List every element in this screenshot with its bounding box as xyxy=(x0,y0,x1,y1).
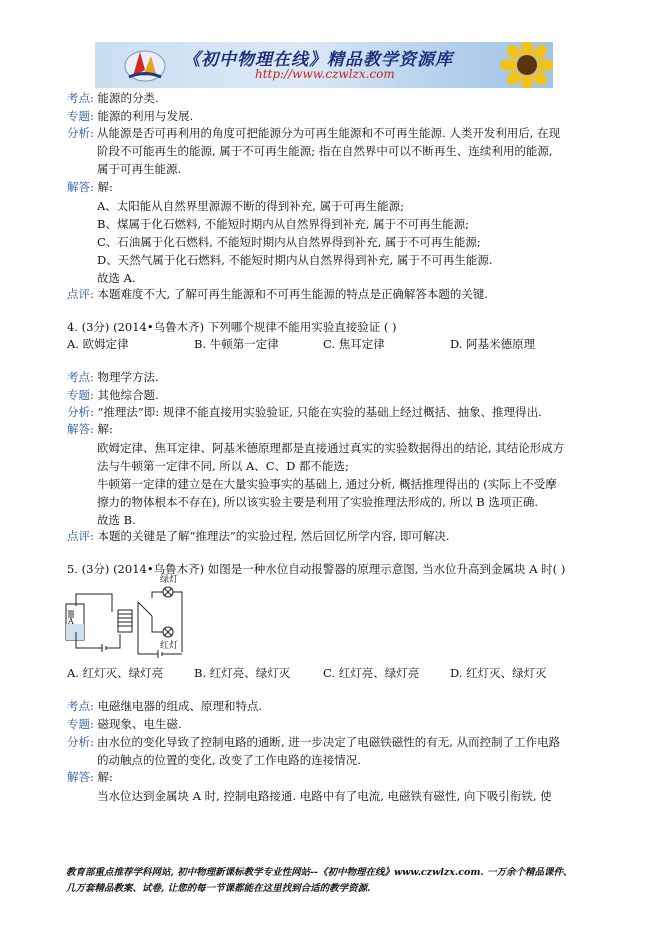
q5-fenxi-line: 的动触点的位置的变化, 改变了工作电路的连接情况. xyxy=(97,753,361,767)
q5-fenxi-label: 分析: xyxy=(67,735,94,749)
q5-option-b: B. 红灯亮、绿灯灭 xyxy=(194,666,291,680)
metal-label: A xyxy=(68,617,74,626)
q5-fenxi-line: 由水位的变化导致了控制电路的通断, 进一步决定了电磁铁磁性的有无, 从而控制了工作电路 xyxy=(97,735,561,749)
q4-option-a: A. 欧姆定律 xyxy=(67,337,129,351)
q3-kaodian: 能源的分类. xyxy=(97,91,159,105)
q4-jieda-line: 欧姆定律、焦耳定律、阿基米德原理都是直接通过真实的实验数据得出的结论, 其结论形成方 xyxy=(97,441,565,455)
q5-stem: 5. (3分) (2014•乌鲁木齐) 如图是一种水位自动报警器的原理示意图, 当水位升高到金属块 A 时( ) xyxy=(67,562,566,576)
electromagnet xyxy=(118,610,132,632)
banner-url: http://www.czwlzx.com xyxy=(255,67,395,81)
q3-zhuanti-row xyxy=(67,108,193,124)
q3-jieda-line: D、天然气属于化石燃料, 不能短时期内从自然界得到补充, 属于不可再生能源. xyxy=(97,253,493,267)
q5-jieda-line: 当水位达到金属块 A 时, 控制电路接通. 电路中有了电流, 电磁铁有磁性, 向下吸引衔铁, 使 xyxy=(97,789,552,803)
q3-fenxi-line: 属于可再生能源. xyxy=(97,162,182,176)
footer-line: 几万套精品教案、试卷, 让您的每一节课都能在这里找到合适的教学资源. xyxy=(66,883,371,894)
water-alarm-circuit-diagram xyxy=(64,574,189,660)
q4-jieda-row: 解答: 解: xyxy=(67,422,113,436)
q4-option-c: C. 焦耳定律 xyxy=(323,337,385,351)
green-lamp-label: 绿灯 xyxy=(160,575,179,585)
q4-jieda-line: 牛顿第一定律的建立是在大量实验事实的基础上, 通过分析, 概括推理得出的 (实际上不受摩 xyxy=(97,477,557,491)
logo-icon xyxy=(123,46,167,84)
q4-fenxi-row: 分析: “推理法”即: 规律不能直接用实验验证, 只能在实验的基础上经过概括、抽象、推理得出. xyxy=(67,405,542,419)
red-lamp-label: 红灯 xyxy=(160,641,179,651)
q4-dianping-row: 点评: 本题的关键是了解“推理法”的实验过程, 然后回忆所学内容, 即可解决. xyxy=(67,529,450,543)
q4-option-b: B. 牛顿第一定律 xyxy=(194,337,279,351)
q4-fenxi: “推理法”即: 规律不能直接用实验验证, 只能在实验的基础上经过概括、抽象、推理得出. xyxy=(97,405,542,419)
q3-fenxi-label: 分析: xyxy=(67,126,94,140)
q4-jieda-line: 故选 B. xyxy=(97,513,136,527)
q3-jieda-row: 解答: 解: xyxy=(67,180,113,194)
q5-zhuanti-row: 专题: 磁现象、电生磁. xyxy=(67,717,182,731)
label-kaodian: 考点: xyxy=(67,91,94,105)
footer-line: 教育部重点推荐学科网站, 初中物理新课标教学专业性网站--《初中物理在线》www.czwlzx.com. 一万余个精品课件、 xyxy=(66,867,573,878)
q4-stem: 4. (3分) (2014•乌鲁木齐) 下列哪个规律不能用实验直接验证 ( ) xyxy=(67,320,397,334)
q5-option-d: D. 红灯灭、绿灯灭 xyxy=(450,666,547,680)
q3-jieda-line: 故选 A. xyxy=(97,271,136,285)
q4-zhuanti-row: 专题: 其他综合题. xyxy=(67,388,159,402)
q4-option-d: D. 阿基米德原理 xyxy=(450,337,536,351)
header-banner xyxy=(95,42,553,88)
q5-kaodian: 电磁继电器的组成、原理和特点. xyxy=(97,699,263,713)
q5-zhuanti: 磁现象、电生磁. xyxy=(97,717,182,731)
q5-option-c: C. 红灯亮、绿灯亮 xyxy=(323,666,420,680)
q3-dianping-row: 点评: 本题难度不大, 了解可再生能源和不可再生能源的特点是正确解答本题的关键. xyxy=(67,287,488,301)
q3-jieda-line: A、太阳能从自然界里源源不断的得到补充, 属于可再生能源; xyxy=(97,199,404,213)
q3-dianping: 本题难度不大, 了解可再生能源和不可再生能源的特点是正确解答本题的关键. xyxy=(97,287,488,301)
q5-jieda-row: 解答: 解: xyxy=(67,770,113,784)
q4-jieda-line: 法与牛顿第一定律不同, 所以 A、C、D 都不能选; xyxy=(97,459,349,473)
q5-option-a: A. 红灯灭、绿灯亮 xyxy=(67,666,164,680)
q4-jieda-line: 擦力的物体根本不存在), 所以该实验主要是利用了实验推理法形成的, 所以 B 选项正确. xyxy=(97,495,539,509)
q3-jieda-line: B、煤属于化石燃料, 不能短时期内从自然界得到补充, 属于不可再生能源; xyxy=(97,217,469,231)
sunflower-icon xyxy=(487,42,553,88)
q5-kaodian-row: 考点: 电磁继电器的组成、原理和特点. xyxy=(67,699,263,713)
label-zhuanti: 专题: xyxy=(67,109,94,123)
banner-title: 《初中物理在线》精品教学资源库 xyxy=(183,50,453,70)
q3-fenxi-line: 阶段不可能再生的能源, 属于不可再生能源; 指在自然界中可以不断再生、连续利用的能源, xyxy=(97,144,553,158)
q4-kaodian: 物理学方法. xyxy=(97,370,159,384)
q3-zhuanti: 能源的利用与发展. xyxy=(97,109,194,123)
q3-jieda-line: C、石油属于化石燃料, 不能短时期内从自然界得到补充, 属于不可再生能源; xyxy=(97,235,481,249)
q4-kaodian-row: 考点: 物理学方法. xyxy=(67,370,159,384)
q4-dianping: 本题的关键是了解“推理法”的实验过程, 然后回忆所学内容, 即可解决. xyxy=(97,529,450,543)
q3-kaodian-row xyxy=(67,90,159,106)
q3-fenxi-line: 从能源是否可再利用的角度可把能源分为可再生能源和不可再生能源. 人类开发利用后, 在现 xyxy=(97,126,561,140)
q4-zhuanti: 其他综合题. xyxy=(97,388,159,402)
